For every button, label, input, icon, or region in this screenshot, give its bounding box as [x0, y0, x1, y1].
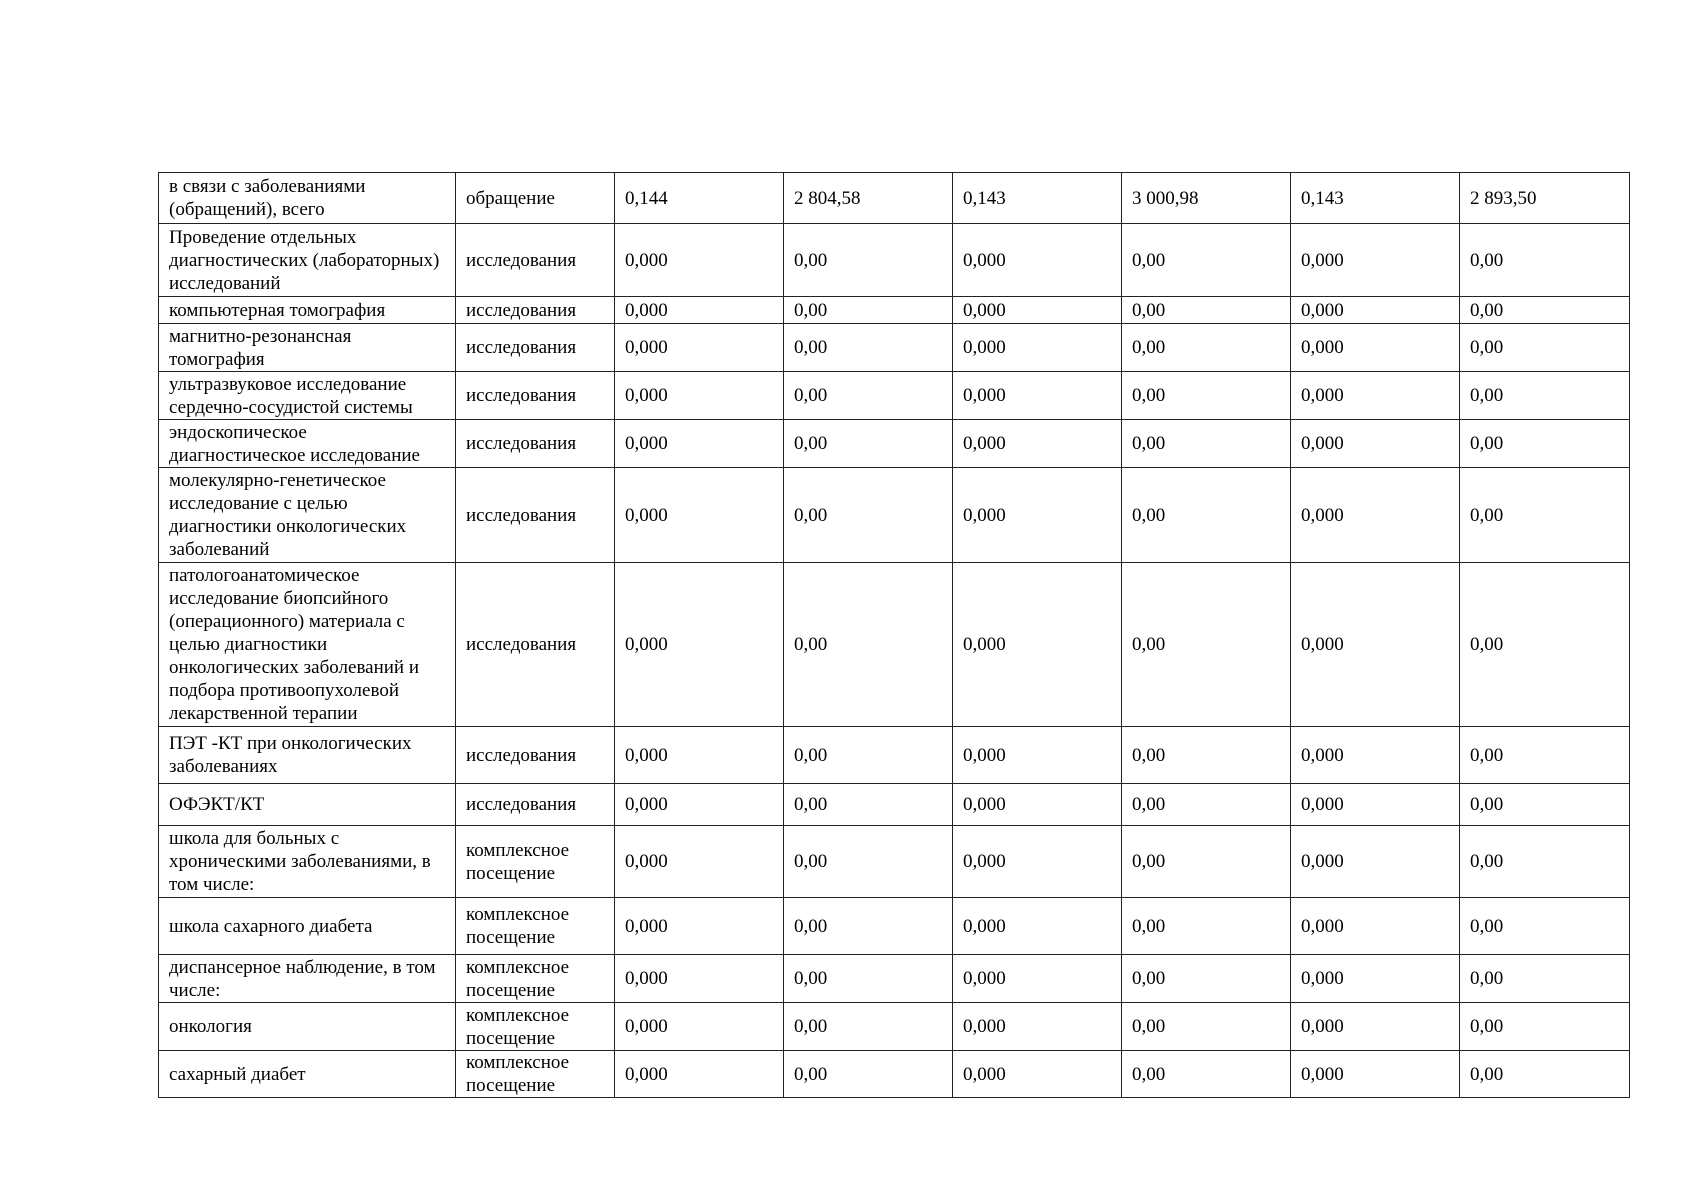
table-row: [159, 898, 1630, 955]
value-cell: 0,00: [1122, 898, 1291, 955]
row-name-cell: ультразвуковое исследование сердечно-сосудистой системы: [159, 372, 456, 420]
row-name-cell: ПЭТ -КТ при онкологических заболеваниях: [159, 727, 456, 784]
value-cell: 0,143: [953, 173, 1122, 224]
value-cell: 0,00: [784, 324, 953, 372]
value-cell: 0,000: [953, 955, 1122, 1003]
value-cell: 0,00: [1122, 324, 1291, 372]
value-cell: 0,00: [1460, 1003, 1630, 1051]
value-cell: 2 804,58: [784, 173, 953, 224]
data-table: [158, 172, 1630, 1098]
value-cell: 0,00: [784, 563, 953, 727]
value-cell: 0,00: [1122, 563, 1291, 727]
unit-cell: исследования: [456, 727, 615, 784]
value-cell: 0,000: [953, 324, 1122, 372]
value-cell: 0,00: [1122, 727, 1291, 784]
value-cell: 0,00: [784, 468, 953, 563]
value-cell: 0,000: [1291, 468, 1460, 563]
value-cell: 0,00: [1460, 372, 1630, 420]
value-cell: 0,000: [953, 372, 1122, 420]
row-name-cell: сахарный диабет: [159, 1051, 456, 1098]
table-row: [159, 826, 1630, 898]
value-cell: 0,000: [953, 898, 1122, 955]
value-cell: 0,00: [1122, 420, 1291, 468]
value-cell: 0,144: [615, 173, 784, 224]
value-cell: 0,000: [615, 563, 784, 727]
value-cell: 0,143: [1291, 173, 1460, 224]
value-cell: 0,00: [784, 727, 953, 784]
value-cell: 0,000: [1291, 898, 1460, 955]
value-cell: 0,00: [784, 1051, 953, 1098]
value-cell: 0,00: [1460, 224, 1630, 297]
row-name-cell: школа сахарного диабета: [159, 898, 456, 955]
value-cell: 0,000: [1291, 372, 1460, 420]
value-cell: 0,00: [784, 784, 953, 826]
value-cell: 0,00: [1460, 297, 1630, 324]
value-cell: 0,00: [1122, 224, 1291, 297]
value-cell: 0,000: [1291, 224, 1460, 297]
value-cell: 0,000: [1291, 955, 1460, 1003]
value-cell: 0,00: [1122, 955, 1291, 1003]
table-row: [159, 420, 1630, 468]
value-cell: 0,000: [953, 1051, 1122, 1098]
value-cell: 0,00: [1460, 468, 1630, 563]
value-cell: 0,000: [953, 420, 1122, 468]
table-row: [159, 297, 1630, 324]
value-cell: 0,00: [784, 372, 953, 420]
value-cell: 0,000: [1291, 420, 1460, 468]
unit-cell: комплексное посещение: [456, 955, 615, 1003]
unit-cell: комплексное посещение: [456, 898, 615, 955]
table-row: [159, 1003, 1630, 1051]
value-cell: 0,000: [953, 224, 1122, 297]
value-cell: 0,000: [615, 324, 784, 372]
value-cell: 0,00: [1122, 372, 1291, 420]
row-name-cell: в связи с заболеваниями (обращений), всего: [159, 173, 456, 224]
value-cell: 0,00: [784, 224, 953, 297]
table-row: [159, 727, 1630, 784]
value-cell: 0,000: [615, 468, 784, 563]
table-row: [159, 372, 1630, 420]
value-cell: 0,000: [1291, 324, 1460, 372]
value-cell: 0,00: [1122, 468, 1291, 563]
value-cell: 0,00: [1122, 784, 1291, 826]
value-cell: 0,000: [1291, 1051, 1460, 1098]
value-cell: 0,00: [784, 1003, 953, 1051]
table-row: [159, 324, 1630, 372]
row-name-cell: магнитно-резонансная томография: [159, 324, 456, 372]
value-cell: 0,000: [615, 1003, 784, 1051]
unit-cell: исследования: [456, 224, 615, 297]
row-name-cell: ОФЭКТ/КТ: [159, 784, 456, 826]
row-name-cell: школа для больных с хроническими заболеваниями, в том числе:: [159, 826, 456, 898]
row-name-cell: диспансерное наблюдение, в том числе:: [159, 955, 456, 1003]
value-cell: 0,00: [1460, 826, 1630, 898]
unit-cell: комплексное посещение: [456, 826, 615, 898]
value-cell: 0,000: [1291, 826, 1460, 898]
table-row: [159, 563, 1630, 727]
unit-cell: исследования: [456, 420, 615, 468]
value-cell: 0,00: [1460, 324, 1630, 372]
row-name-cell: молекулярно-генетическое исследование с целью диагностики онкологических заболеваний: [159, 468, 456, 563]
value-cell: 0,000: [615, 784, 784, 826]
value-cell: 0,00: [784, 297, 953, 324]
value-cell: 0,00: [784, 826, 953, 898]
value-cell: 0,00: [784, 898, 953, 955]
value-cell: 0,000: [615, 420, 784, 468]
row-name-cell: онкология: [159, 1003, 456, 1051]
value-cell: 0,000: [615, 297, 784, 324]
value-cell: 0,000: [1291, 1003, 1460, 1051]
value-cell: 0,000: [1291, 297, 1460, 324]
value-cell: 0,000: [953, 1003, 1122, 1051]
table-row: [159, 468, 1630, 563]
value-cell: 0,00: [1460, 784, 1630, 826]
value-cell: 0,000: [953, 563, 1122, 727]
value-cell: 0,000: [615, 898, 784, 955]
value-cell: 0,000: [615, 224, 784, 297]
value-cell: 0,00: [1122, 826, 1291, 898]
table-row: [159, 784, 1630, 826]
table-row: [159, 955, 1630, 1003]
row-name-cell: Проведение отдельных диагностических (лабораторных) исследований: [159, 224, 456, 297]
value-cell: 0,000: [615, 826, 784, 898]
value-cell: 0,000: [1291, 784, 1460, 826]
value-cell: 0,000: [953, 727, 1122, 784]
value-cell: 0,00: [1460, 898, 1630, 955]
value-cell: 0,000: [953, 826, 1122, 898]
value-cell: 0,00: [784, 420, 953, 468]
value-cell: 0,000: [953, 297, 1122, 324]
unit-cell: исследования: [456, 324, 615, 372]
value-cell: 0,00: [784, 955, 953, 1003]
value-cell: 0,00: [1460, 563, 1630, 727]
unit-cell: исследования: [456, 297, 615, 324]
row-name-cell: компьютерная томография: [159, 297, 456, 324]
row-name-cell: эндоскопическое диагностическое исследование: [159, 420, 456, 468]
value-cell: 0,000: [1291, 563, 1460, 727]
unit-cell: исследования: [456, 784, 615, 826]
value-cell: 0,00: [1460, 727, 1630, 784]
table-row: [159, 173, 1630, 224]
value-cell: 0,00: [1122, 1051, 1291, 1098]
value-cell: 0,00: [1122, 1003, 1291, 1051]
value-cell: 0,000: [953, 468, 1122, 563]
value-cell: 0,000: [615, 372, 784, 420]
value-cell: 0,000: [1291, 727, 1460, 784]
value-cell: 2 893,50: [1460, 173, 1630, 224]
unit-cell: комплексное посещение: [456, 1051, 615, 1098]
value-cell: 0,00: [1460, 955, 1630, 1003]
value-cell: 0,000: [615, 727, 784, 784]
row-name-cell: патологоанатомическое исследование биопсийного (операционного) материала с целью диагностики онкологических заболеваний и подбора противоопухолевой лекарственной терапии: [159, 563, 456, 727]
value-cell: 0,00: [1460, 1051, 1630, 1098]
unit-cell: исследования: [456, 372, 615, 420]
table-row: [159, 224, 1630, 297]
table-row: [159, 1051, 1630, 1098]
unit-cell: исследования: [456, 563, 615, 727]
unit-cell: обращение: [456, 173, 615, 224]
unit-cell: исследования: [456, 468, 615, 563]
value-cell: 0,000: [953, 784, 1122, 826]
value-cell: 0,00: [1122, 297, 1291, 324]
value-cell: 0,00: [1460, 420, 1630, 468]
value-cell: 3 000,98: [1122, 173, 1291, 224]
value-cell: 0,000: [615, 1051, 784, 1098]
value-cell: 0,000: [615, 955, 784, 1003]
unit-cell: комплексное посещение: [456, 1003, 615, 1051]
